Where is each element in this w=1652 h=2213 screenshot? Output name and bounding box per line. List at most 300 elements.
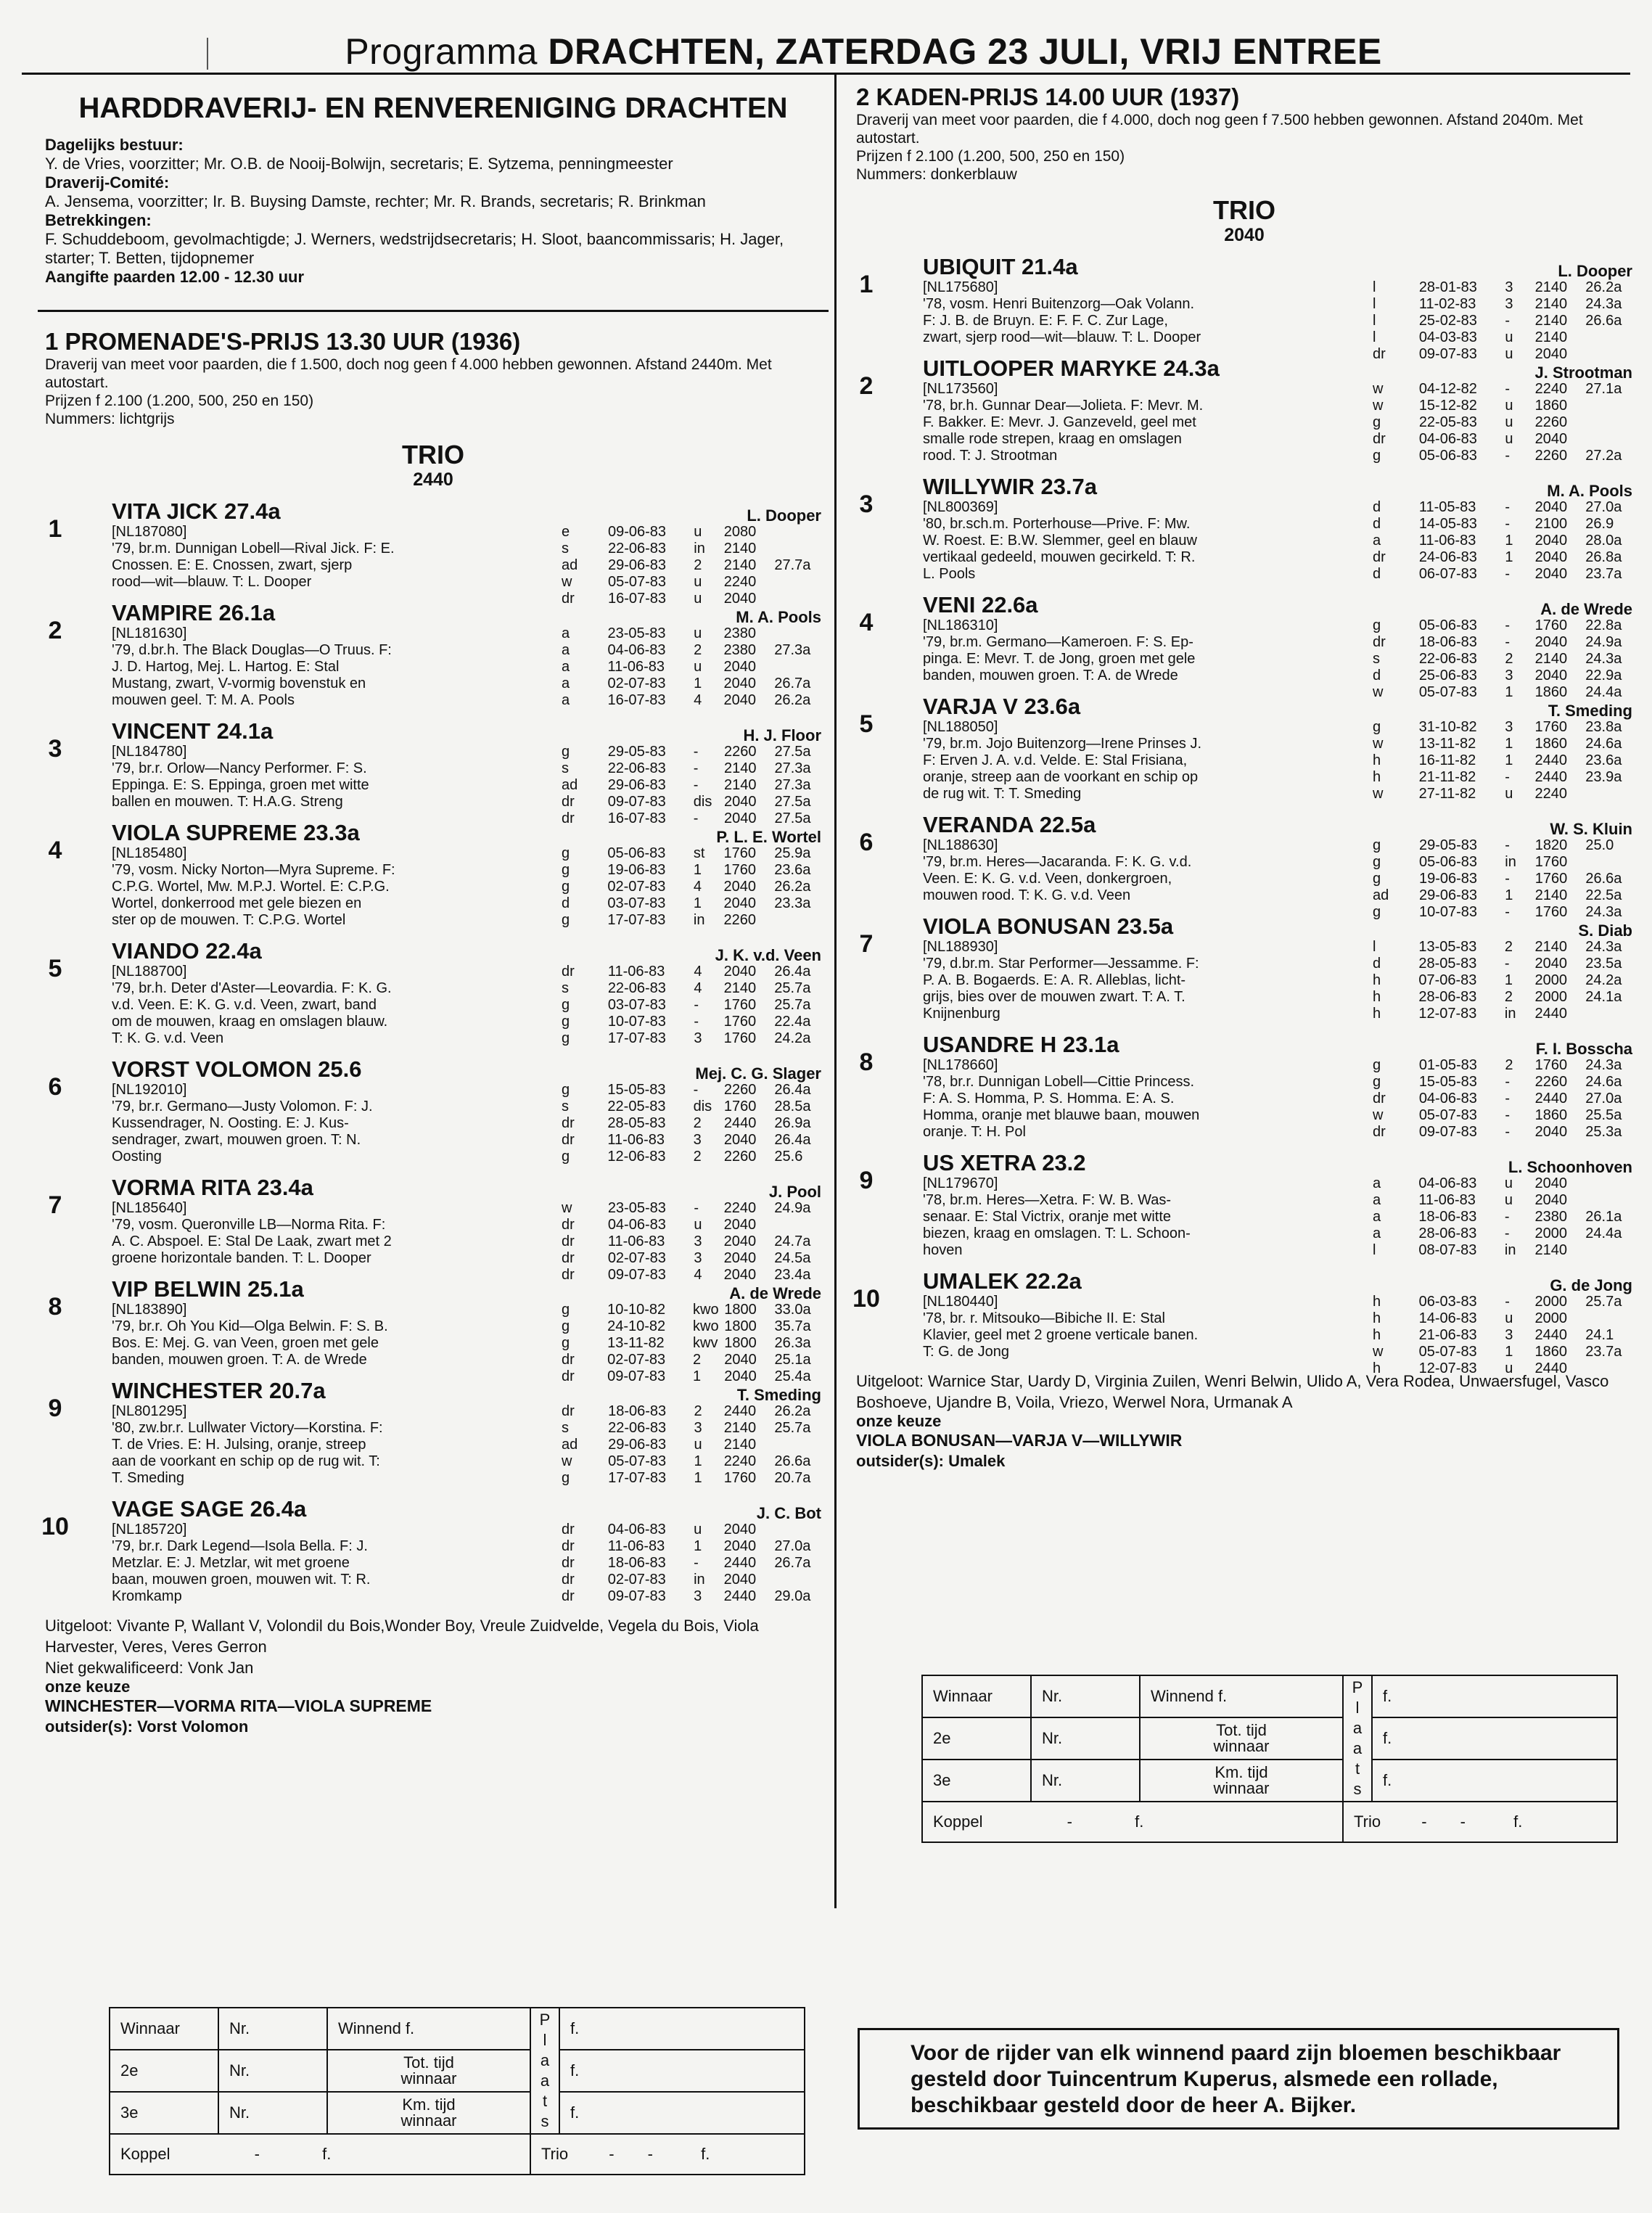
form-cell: 2260 xyxy=(723,1149,757,1165)
form-row xyxy=(1373,786,1632,802)
horse-body xyxy=(112,821,821,929)
form-cell: 2440 xyxy=(1534,769,1568,785)
section-rule xyxy=(38,310,829,312)
form-cell xyxy=(1585,414,1632,431)
horse-number: 5 xyxy=(859,710,874,738)
form-cell: 15-05-83 xyxy=(1418,1074,1477,1090)
column-divider xyxy=(834,73,837,1908)
second-label: 2e xyxy=(922,1717,1031,1760)
form-row xyxy=(1373,499,1632,516)
form-cell: 2440 xyxy=(1534,752,1568,768)
horse-name: VENI 22.6a xyxy=(923,592,1038,617)
form-cell: 25.5a xyxy=(1585,1107,1622,1123)
plaats-1-value[interactable]: f. xyxy=(559,2008,805,2050)
horse-entry xyxy=(45,718,821,826)
form-cell: g xyxy=(1373,854,1381,870)
form-cell: h xyxy=(1373,769,1381,785)
aangifte: Aangifte paarden 12.00 - 12.30 uur xyxy=(45,268,305,286)
form-cell: kwv xyxy=(693,1335,718,1351)
form-cell: s xyxy=(1373,651,1380,667)
form-cell: a xyxy=(1373,1225,1381,1241)
form-cell: 29.0a xyxy=(774,1588,811,1604)
horse-info-line: L. Pools xyxy=(923,566,976,582)
form-cell: 23.4a xyxy=(774,1267,811,1283)
horse-info-line: de rug wit. T: T. Smeding xyxy=(923,786,1082,802)
form-cell: 25-06-83 xyxy=(1418,668,1477,683)
form-cell: 2000 xyxy=(1534,1294,1568,1310)
form-cell: g xyxy=(562,1014,570,1030)
form-cell: 23.3a xyxy=(774,895,811,911)
race-description: Draverij van meet voor paarden, die f 1.500, doch nog geen f 4.000 hebben gewonnen. Afstand 2440m. Met autostart. xyxy=(45,356,772,391)
nr-label: Nr. xyxy=(218,2092,327,2134)
form-row xyxy=(1373,752,1632,769)
horse-number: 1 xyxy=(859,271,874,298)
horse-driver: S. Diab xyxy=(1578,921,1632,940)
form-cell: 2140 xyxy=(723,1437,757,1453)
form-cell: 26.2a xyxy=(774,1403,811,1419)
form-cell: g xyxy=(562,912,570,928)
horse-info-line: '79, br.r. Dark Legend—Isola Bella. F: J. xyxy=(112,1538,368,1554)
form-cell: 2380 xyxy=(723,642,756,658)
horse-body xyxy=(923,812,1632,920)
form-cell: 06-07-83 xyxy=(1418,566,1477,582)
form-cell: 02-07-83 xyxy=(607,1250,666,1266)
form-cell: 2040 xyxy=(723,879,757,895)
plaats-2-value[interactable]: f. xyxy=(559,2050,805,2092)
form-cell: u xyxy=(1505,431,1513,447)
form-cell: 23.5a xyxy=(1585,956,1622,972)
form-cell: 04-06-83 xyxy=(607,1522,666,1537)
horse-info-line: '79, br.m. Dunnigan Lobell—Rival Jick. F: E. xyxy=(112,541,395,557)
form-row xyxy=(562,1099,821,1115)
form-cell: 27.0a xyxy=(1585,1091,1622,1106)
section-label: Draverij-Comité: xyxy=(45,173,170,192)
form-cell: 05-07-83 xyxy=(607,574,667,590)
form-cell: 3 xyxy=(694,1588,702,1604)
form-cell: h xyxy=(1373,1294,1381,1310)
form-cell: 16-07-83 xyxy=(607,692,666,708)
form-cell: 26.4a xyxy=(774,964,811,980)
form-cell: 12-07-83 xyxy=(1418,1360,1477,1376)
form-cell: l xyxy=(1373,313,1376,329)
form-cell: 1 xyxy=(693,1368,702,1384)
form-cell: 2380 xyxy=(1534,1209,1568,1225)
form-cell: 24.5a xyxy=(774,1250,811,1266)
horse-body xyxy=(923,1032,1632,1141)
race-description: Draverij van meet voor paarden, die f 4.000, doch nog geen f 7.500 hebben gewonnen. Afstand 2040m. Met autostart. xyxy=(856,112,1583,147)
form-row xyxy=(1373,1360,1632,1377)
form-row xyxy=(1373,1192,1632,1209)
form-cell: 2440 xyxy=(723,1588,757,1604)
form-cell: g xyxy=(562,1335,570,1351)
form-cell: s xyxy=(562,541,569,557)
horse-details xyxy=(112,1302,821,1384)
right-column xyxy=(852,83,1632,1472)
form-cell: 27-11-82 xyxy=(1418,786,1476,802)
form-cell: g xyxy=(1373,1057,1381,1073)
horse-name: USANDRE H 23.1a xyxy=(923,1032,1119,1057)
form-cell: 4 xyxy=(694,692,702,708)
form-row xyxy=(1373,871,1632,887)
form-cell: 2140 xyxy=(723,541,757,557)
horse-info-line: '78, br.h. Gunnar Dear—Jolieta. F: Mevr. M. xyxy=(923,398,1204,414)
horse-info-line: [NL183890] xyxy=(112,1302,187,1318)
form-row xyxy=(562,1420,821,1437)
form-cell: 3 xyxy=(693,1132,702,1148)
form-row xyxy=(562,541,821,557)
form-cell: 3 xyxy=(694,1233,702,1249)
form-cell: dr xyxy=(1373,1091,1386,1106)
form-table xyxy=(562,744,821,827)
form-cell: 21-06-83 xyxy=(1418,1327,1477,1343)
horse-name: VIOLA SUPREME 23.3a xyxy=(112,820,360,845)
form-cell: 1800 xyxy=(724,1318,757,1334)
third-label: 3e xyxy=(922,1760,1031,1802)
form-cell: - xyxy=(1505,313,1510,329)
horse-name: UMALEK 22.2a xyxy=(923,1268,1082,1294)
horse-body xyxy=(923,1151,1632,1259)
form-cell: dr xyxy=(1373,1124,1386,1140)
horse-entry xyxy=(856,694,1632,802)
form-cell: 35.7a xyxy=(774,1318,811,1334)
form-cell: dr xyxy=(562,794,575,810)
horse-driver: J. Pool xyxy=(768,1183,821,1201)
form-cell: w xyxy=(1373,684,1384,700)
form-cell: 1 xyxy=(1505,752,1513,768)
form-cell: 27.5a xyxy=(774,744,811,760)
form-cell: 2 xyxy=(693,1149,702,1165)
form-cell: g xyxy=(562,862,570,878)
horse-list xyxy=(41,498,821,1605)
form-cell: dr xyxy=(562,964,575,980)
form-row xyxy=(1373,296,1632,313)
horse-entry xyxy=(856,475,1632,583)
form-cell: 19-06-83 xyxy=(607,862,666,878)
form-cell: 1 xyxy=(694,1470,702,1486)
form-table xyxy=(1373,719,1632,802)
form-cell: 24.3a xyxy=(1585,296,1622,312)
form-cell: 3 xyxy=(694,1250,702,1266)
form-cell: 01-05-83 xyxy=(1418,1057,1477,1073)
form-cell: 1860 xyxy=(1534,684,1568,700)
form-cell: 2040 xyxy=(1534,431,1568,447)
horse-info-line: [NL187080] xyxy=(112,524,187,540)
bet-form-race2 xyxy=(921,1675,1618,1843)
form-cell: 11-05-83 xyxy=(1418,499,1476,515)
form-row xyxy=(1373,651,1632,668)
form-table xyxy=(562,964,821,1047)
horse-details xyxy=(923,499,1632,583)
left-column xyxy=(41,83,821,1738)
form-row xyxy=(1373,1294,1632,1310)
horse-number: 1 xyxy=(48,515,62,543)
form-cell: 05-06-83 xyxy=(1418,854,1478,870)
form-cell: 2 xyxy=(694,642,702,658)
form-cell: ad xyxy=(562,1437,578,1453)
horse-info-line: mouwen rood. T: K. G. v.d. Veen xyxy=(923,887,1131,903)
form-cell: s xyxy=(562,760,569,776)
form-cell: u xyxy=(1505,329,1513,345)
form-cell: 24.2a xyxy=(1585,972,1622,988)
form-cell: - xyxy=(1505,499,1510,515)
form-cell: 22-06-83 xyxy=(607,760,666,776)
form-cell: 29-06-83 xyxy=(608,1437,667,1453)
form-row xyxy=(1373,431,1632,448)
horse-body xyxy=(923,914,1632,1022)
form-cell: g xyxy=(562,845,570,861)
horse-entry xyxy=(45,601,821,709)
form-cell: 11-06-83 xyxy=(1418,1192,1476,1208)
form-cell: u xyxy=(1505,786,1513,802)
form-cell: w xyxy=(1373,398,1384,414)
horse-body xyxy=(112,1276,821,1384)
form-table xyxy=(1373,279,1632,363)
form-cell: 2040 xyxy=(724,810,757,826)
our-choice: WINCHESTER—VORMA RITA—VIOLA SUPREME xyxy=(45,1696,432,1715)
horse-info-line: '79, br.m. Jojo Buitenzorg—Irene Prinses J. xyxy=(923,736,1201,752)
form-cell: 2260 xyxy=(1534,414,1568,430)
form-cell: - xyxy=(694,1014,699,1030)
form-cell: d xyxy=(562,895,570,911)
form-cell: 26.6a xyxy=(1585,313,1622,329)
plaats-1-value[interactable]: f. xyxy=(1372,1675,1617,1717)
form-row xyxy=(1373,634,1632,651)
form-cell: dr xyxy=(1373,431,1386,447)
horse-info-line: F: J. B. de Bruyn. E: F. F. C. Zur Lage, xyxy=(923,313,1168,329)
horse-name: VARJA V 23.6a xyxy=(923,694,1081,719)
crop-mark xyxy=(207,38,208,70)
form-cell: w xyxy=(562,1453,572,1469)
form-cell: 3 xyxy=(1505,279,1513,295)
horse-name: VIOLA BONUSAN 23.5a xyxy=(923,913,1174,939)
form-cell: 2140 xyxy=(1534,939,1568,955)
form-cell: a xyxy=(1373,1192,1381,1208)
form-cell xyxy=(774,1217,821,1233)
horse-info-line: Wortel, donkerrood met gele biezen en xyxy=(112,895,362,911)
plaats-3-value[interactable]: f. xyxy=(1372,1760,1617,1802)
horse-info-line: mouwen geel. T: M. A. Pools xyxy=(112,692,295,708)
horse-info-line: '79, br.r. Germano—Justy Volomon. F: J. xyxy=(112,1099,373,1114)
second-label: 2e xyxy=(110,2050,218,2092)
form-cell: 2040 xyxy=(723,1522,757,1537)
form-cell: 26.2a xyxy=(774,879,811,895)
form-cell: 15-12-82 xyxy=(1418,398,1477,414)
form-cell: 23.7a xyxy=(1585,566,1622,582)
form-cell: 2240 xyxy=(1534,381,1568,397)
horse-details xyxy=(923,939,1632,1022)
form-cell: u xyxy=(1505,346,1513,362)
form-cell: 2000 xyxy=(1534,1225,1568,1241)
plaats-2-value[interactable]: f. xyxy=(1372,1717,1617,1760)
horse-info-line: C.P.G. Wortel, Mw. M.P.J. Wortel. E: C.P.G. xyxy=(112,879,390,895)
form-cell: 11-06-83 xyxy=(607,1233,665,1249)
form-table xyxy=(1373,499,1632,583)
form-cell: 11-06-83 xyxy=(607,659,665,675)
horse-info-line: '79, vosm. Nicky Norton—Myra Supreme. F: xyxy=(112,862,395,878)
form-cell: 2040 xyxy=(1534,549,1568,565)
horse-name: VIP BELWIN 25.1a xyxy=(112,1276,304,1302)
form-cell: 29-05-83 xyxy=(1418,837,1478,853)
horse-info-line: F. Bakker. E: Mevr. J. Ganzeveld, geel met xyxy=(923,414,1196,430)
form-cell: - xyxy=(1505,1294,1510,1310)
form-cell: 2040 xyxy=(723,676,756,691)
horse-info-line: A. C. Abspoel. E: Stal De Laak, zwart met 2 xyxy=(112,1233,392,1249)
horse-info-line: Metzlar. E: J. Metzlar, wit met groene xyxy=(112,1555,350,1571)
form-cell: u xyxy=(694,574,702,590)
horse-info-line: banden, mouwen groen. T: A. de Wrede xyxy=(923,668,1178,683)
horse-info xyxy=(923,1057,1329,1141)
horse-driver: L. Dooper xyxy=(1558,262,1632,280)
form-cell: 02-07-83 xyxy=(607,1352,666,1368)
form-cell: 27.1a xyxy=(1585,381,1622,397)
form-cell: 2260 xyxy=(723,1082,757,1098)
form-cell: - xyxy=(1505,381,1510,397)
horse-info-line: senaar. E: Stal Victrix, oranje met witte xyxy=(923,1209,1172,1225)
horse-info-line: [NL188050] xyxy=(923,719,998,735)
form-row xyxy=(1373,381,1632,398)
form-cell: 27.3a xyxy=(774,777,811,793)
horse-name: US XETRA 23.2 xyxy=(923,1150,1086,1175)
form-row xyxy=(562,1115,821,1132)
form-cell: 28-05-83 xyxy=(607,1115,666,1131)
our-choice: VIOLA BONUSAN—VARJA V—WILLYWIR xyxy=(856,1431,1183,1450)
form-cell: g xyxy=(562,1149,570,1165)
form-table xyxy=(562,1302,821,1385)
horse-body xyxy=(112,939,821,1047)
form-cell xyxy=(1585,1192,1632,1209)
form-cell: 25.7a xyxy=(774,980,811,996)
form-cell: 26.2a xyxy=(774,692,811,708)
form-row xyxy=(1373,1327,1632,1344)
horse-info-line: Cnossen. E: E. Cnossen, zwart, sjerp xyxy=(112,557,353,573)
form-cell: 1820 xyxy=(1534,837,1568,853)
form-cell: 11-06-83 xyxy=(1418,533,1476,549)
form-cell: 4 xyxy=(693,879,702,895)
form-cell: dis xyxy=(693,794,712,810)
trio-label: Trio xyxy=(541,2145,569,2163)
form-cell: dr xyxy=(562,1115,575,1131)
form-cell: 24.6a xyxy=(1585,736,1622,752)
form-row xyxy=(562,1217,821,1233)
horse-info-line: '79, br.h. Deter d'Aster—Leovardia. F: K. G. xyxy=(112,980,392,996)
form-row xyxy=(1373,1074,1632,1091)
form-cell: w xyxy=(1373,786,1384,802)
horse-info-line: [NL173560] xyxy=(923,381,998,397)
form-cell: h xyxy=(1373,752,1381,768)
horse-info-line: '79, vosm. Queronville LB—Norma Rita. F: xyxy=(112,1217,386,1233)
horse-driver: F. I. Bosscha xyxy=(1535,1040,1632,1058)
form-cell: 26.7a xyxy=(774,1555,811,1571)
form-cell: - xyxy=(1505,1074,1510,1090)
form-cell: 1760 xyxy=(723,997,757,1013)
form-cell: 04-03-83 xyxy=(1418,329,1477,345)
horse-info-line: '78, br.r. Dunnigan Lobell—Cittie Princess. xyxy=(923,1074,1195,1090)
form-cell: kwo xyxy=(693,1318,719,1334)
horse-body xyxy=(112,1175,821,1283)
horse-info xyxy=(112,1200,518,1267)
outsider: outsider(s): Umalek xyxy=(856,1452,1006,1470)
form-cell: 1860 xyxy=(1534,1344,1568,1360)
horse-driver: H. J. Floor xyxy=(743,726,821,744)
form-cell: 02-07-83 xyxy=(607,676,666,691)
form-cell: g xyxy=(1373,414,1381,430)
form-row xyxy=(1373,668,1632,684)
horse-number: 9 xyxy=(859,1167,874,1194)
form-cell: g xyxy=(562,1302,570,1318)
form-row xyxy=(562,1149,821,1165)
form-cell: - xyxy=(1505,871,1510,887)
form-cell: 04-06-83 xyxy=(1418,1175,1477,1191)
form-row xyxy=(562,1470,821,1487)
bet-type: TRIO xyxy=(402,440,464,469)
horse-number: 5 xyxy=(48,955,62,982)
form-cell: 20.7a xyxy=(774,1470,811,1486)
form-cell xyxy=(774,1437,821,1453)
form-cell xyxy=(774,659,821,676)
horse-info-line: rood. T: J. Strootman xyxy=(923,448,1058,464)
plaats-label: P l a a t s xyxy=(1343,1675,1372,1802)
race-numbers: Nummers: lichtgrijs xyxy=(45,411,175,427)
horse-number: 8 xyxy=(859,1048,874,1076)
trio-cell: Trio - - f. xyxy=(1343,1802,1617,1842)
horse-number: 9 xyxy=(48,1395,62,1422)
horse-name: VITA JICK 27.4a xyxy=(112,498,281,524)
form-cell: - xyxy=(1505,1124,1510,1140)
form-table xyxy=(1373,1175,1632,1259)
horse-details xyxy=(923,1175,1632,1259)
form-cell: - xyxy=(693,810,699,826)
plaats-3-value[interactable]: f. xyxy=(559,2092,805,2134)
form-cell: 2040 xyxy=(1534,566,1568,582)
form-cell: 28-05-83 xyxy=(1418,956,1477,972)
horse-info-line: smalle rode strepen, kraag en omslagen xyxy=(923,431,1182,447)
horse-info-line: Kromkamp xyxy=(112,1588,182,1604)
form-row xyxy=(562,1030,821,1047)
horse-info xyxy=(112,964,518,1047)
form-cell: 18-06-83 xyxy=(607,1555,666,1571)
sponsor-text: Voor de rijder van elk winnend paard zijn bloemen beschikbaar gesteld door Tuincentrum Kuperus, alsmede een rollade, beschikbaar gesteld door de heer A. Bijker. xyxy=(911,2041,1561,2117)
form-cell: 1760 xyxy=(723,1099,757,1114)
winnend-label: Winnend f. xyxy=(327,2008,530,2050)
form-cell: 1860 xyxy=(1534,1107,1568,1123)
form-row xyxy=(1373,516,1632,533)
form-cell: - xyxy=(1505,617,1510,633)
form-cell: in xyxy=(1505,854,1516,870)
third-label: 3e xyxy=(110,2092,218,2134)
form-cell: 28.0a xyxy=(1585,533,1622,549)
form-cell: g xyxy=(1373,617,1381,633)
form-cell: 29-05-83 xyxy=(607,744,666,760)
form-cell: 18-06-83 xyxy=(608,1403,667,1419)
horse-entry xyxy=(856,1032,1632,1141)
form-row xyxy=(1373,617,1632,634)
form-row xyxy=(1373,398,1632,414)
horse-entry xyxy=(45,939,821,1047)
horse-driver: M. A. Pools xyxy=(736,608,821,626)
form-cell: g xyxy=(1373,719,1381,735)
form-cell: l xyxy=(1373,296,1376,312)
form-cell: 26.2a xyxy=(1585,279,1622,295)
form-row xyxy=(562,1302,821,1318)
form-cell: 1760 xyxy=(723,1470,757,1486)
form-row xyxy=(562,1352,821,1368)
form-cell: 11-06-83 xyxy=(607,964,665,980)
form-row xyxy=(562,1437,821,1453)
horse-body xyxy=(112,1379,821,1487)
form-cell: 27.3a xyxy=(774,760,811,776)
form-cell: 27.0a xyxy=(1585,499,1622,515)
horse-entry xyxy=(856,356,1632,464)
